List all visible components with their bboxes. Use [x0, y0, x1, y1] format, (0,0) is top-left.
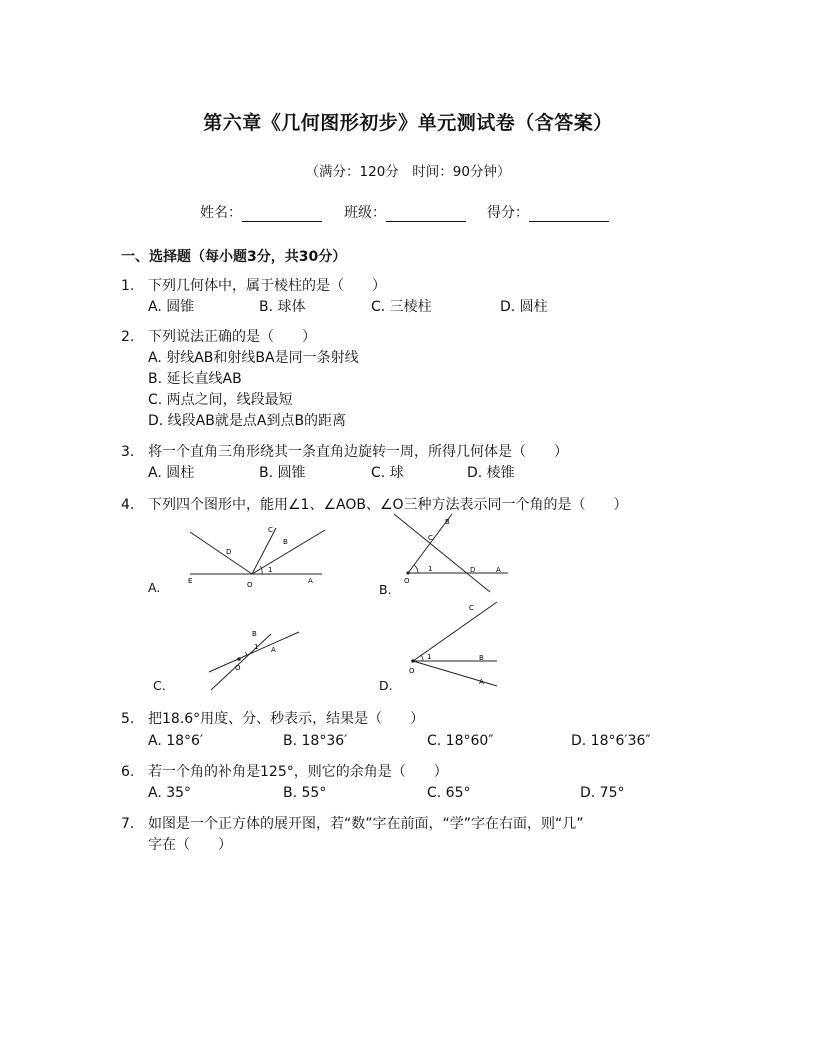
question-2: [121, 327, 316, 348]
point-label: C: [469, 604, 474, 612]
question-stem: 下列说法正确的是（ ）: [148, 329, 316, 345]
name-field-group: [200, 202, 322, 222]
point-label: D: [470, 566, 476, 574]
score-label: 得分：: [487, 205, 529, 221]
angle-arc: [421, 655, 423, 661]
question-3: [121, 442, 568, 463]
option[interactable]: A. 射线AB和射线BA是同一条射线: [148, 350, 359, 366]
question-6: [121, 762, 448, 783]
question-1: [121, 276, 386, 297]
angle-label: 1: [428, 565, 433, 573]
angle-label: 1: [427, 653, 432, 661]
point-label: E: [188, 577, 193, 585]
question-number: 3.: [121, 444, 135, 460]
option[interactable]: C. 球: [371, 465, 404, 481]
class-blank[interactable]: [386, 207, 466, 222]
name-blank[interactable]: [242, 207, 322, 222]
question-number: 2.: [121, 329, 135, 345]
figure-c-diagram: [205, 622, 305, 694]
figure-line: [211, 634, 271, 690]
question-number: 1.: [121, 278, 135, 294]
figure-b-option[interactable]: B.: [379, 582, 392, 597]
question-stem: 把18.6°用度、分、秒表示，结果是（ ）: [148, 711, 425, 727]
option[interactable]: C. 两点之间，线段最短: [148, 392, 293, 408]
question-number: 4.: [121, 497, 135, 513]
point-label: A: [271, 646, 276, 654]
class-label: 班级：: [344, 205, 386, 221]
point-label: A: [308, 577, 313, 585]
point-label: D: [226, 548, 232, 556]
point-label: B: [283, 538, 288, 546]
figure-b-diagram: [390, 510, 515, 595]
question-4: [121, 495, 628, 516]
figure-a-option[interactable]: A.: [148, 580, 161, 595]
question-stem: 如图是一个正方体的展开图，若“数”字在前面，“学”字在右面，则“几”: [148, 816, 584, 832]
question-stem: 将一个直角三角形绕其一条直角边旋转一周，所得几何体是（ ）: [148, 444, 568, 460]
angle-arc: [245, 652, 247, 655]
angle-arc: [260, 566, 262, 574]
option[interactable]: C. 18°60″: [427, 733, 494, 749]
point-label: O: [404, 577, 410, 585]
option[interactable]: C. 65°: [427, 785, 471, 801]
point-label: O: [409, 667, 415, 675]
figure-line: [413, 602, 497, 661]
question-number: 6.: [121, 764, 135, 780]
point-label: A: [496, 566, 501, 574]
name-label: 姓名：: [200, 205, 242, 221]
option[interactable]: D. 18°6′36″: [571, 733, 651, 749]
vertex-point: [237, 657, 241, 661]
option[interactable]: C. 三棱柱: [371, 299, 432, 315]
point-label: C: [428, 534, 433, 542]
point-label: B: [479, 654, 484, 662]
figure-d-option[interactable]: D.: [379, 678, 393, 693]
point-label: A: [479, 678, 484, 686]
figure-line: [413, 661, 497, 686]
point-label: B: [252, 630, 257, 638]
option[interactable]: D. 圆柱: [500, 299, 548, 315]
option[interactable]: D. 线段AB就是点A到点B的距离: [148, 413, 347, 429]
figure-c-option[interactable]: C.: [153, 678, 166, 693]
figure-line: [209, 632, 299, 672]
vertex-point: [411, 659, 415, 663]
option[interactable]: B. 圆锥: [259, 465, 306, 481]
question-7: [121, 814, 584, 835]
option[interactable]: B. 18°36′: [283, 733, 348, 749]
point-label: O: [235, 664, 241, 672]
option[interactable]: A. 35°: [148, 785, 192, 801]
option[interactable]: D. 棱锥: [467, 465, 515, 481]
angle-label: 1: [268, 566, 273, 574]
question-5: [121, 709, 424, 730]
question-number: 5.: [121, 711, 135, 727]
option[interactable]: D. 75°: [580, 785, 625, 801]
figure-a-diagram: [182, 522, 332, 592]
point-label: O: [247, 581, 253, 589]
exam-subtitle: （满分：120分 时间：90分钟）: [305, 164, 511, 180]
question-stem: 下列四个图形中，能用∠1、∠AOB、∠O三种方法表示同一个角的是（ ）: [148, 497, 628, 513]
vertex-point: [406, 571, 409, 574]
option[interactable]: A. 18°6′: [148, 733, 204, 749]
question-stem: 下列几何体中，属于棱柱的是（ ）: [148, 278, 386, 294]
page-title: 第六章《几何图形初步》单元测试卷（含答案）: [203, 112, 613, 134]
figure-line: [190, 532, 252, 574]
question-stem-continuation: 字在（ ）: [148, 837, 232, 853]
option[interactable]: B. 55°: [283, 785, 327, 801]
figure-d-diagram: [405, 598, 505, 693]
angle-arc: [414, 565, 418, 573]
class-field-group: [344, 202, 466, 222]
point-label: B: [445, 518, 450, 526]
option[interactable]: A. 圆柱: [148, 465, 195, 481]
option[interactable]: B. 延长直线AB: [148, 371, 242, 387]
point-label: C: [268, 526, 273, 534]
score-field-group: [487, 202, 609, 222]
score-blank[interactable]: [529, 207, 609, 222]
option[interactable]: A. 圆锥: [148, 299, 195, 315]
question-number: 7.: [121, 816, 135, 832]
angle-label: 1: [254, 643, 259, 651]
section-heading: 一、选择题（每小题3分，共30分）: [121, 249, 347, 265]
option[interactable]: B. 球体: [259, 299, 306, 315]
question-stem: 若一个角的补角是125°，则它的余角是（ ）: [148, 764, 448, 780]
